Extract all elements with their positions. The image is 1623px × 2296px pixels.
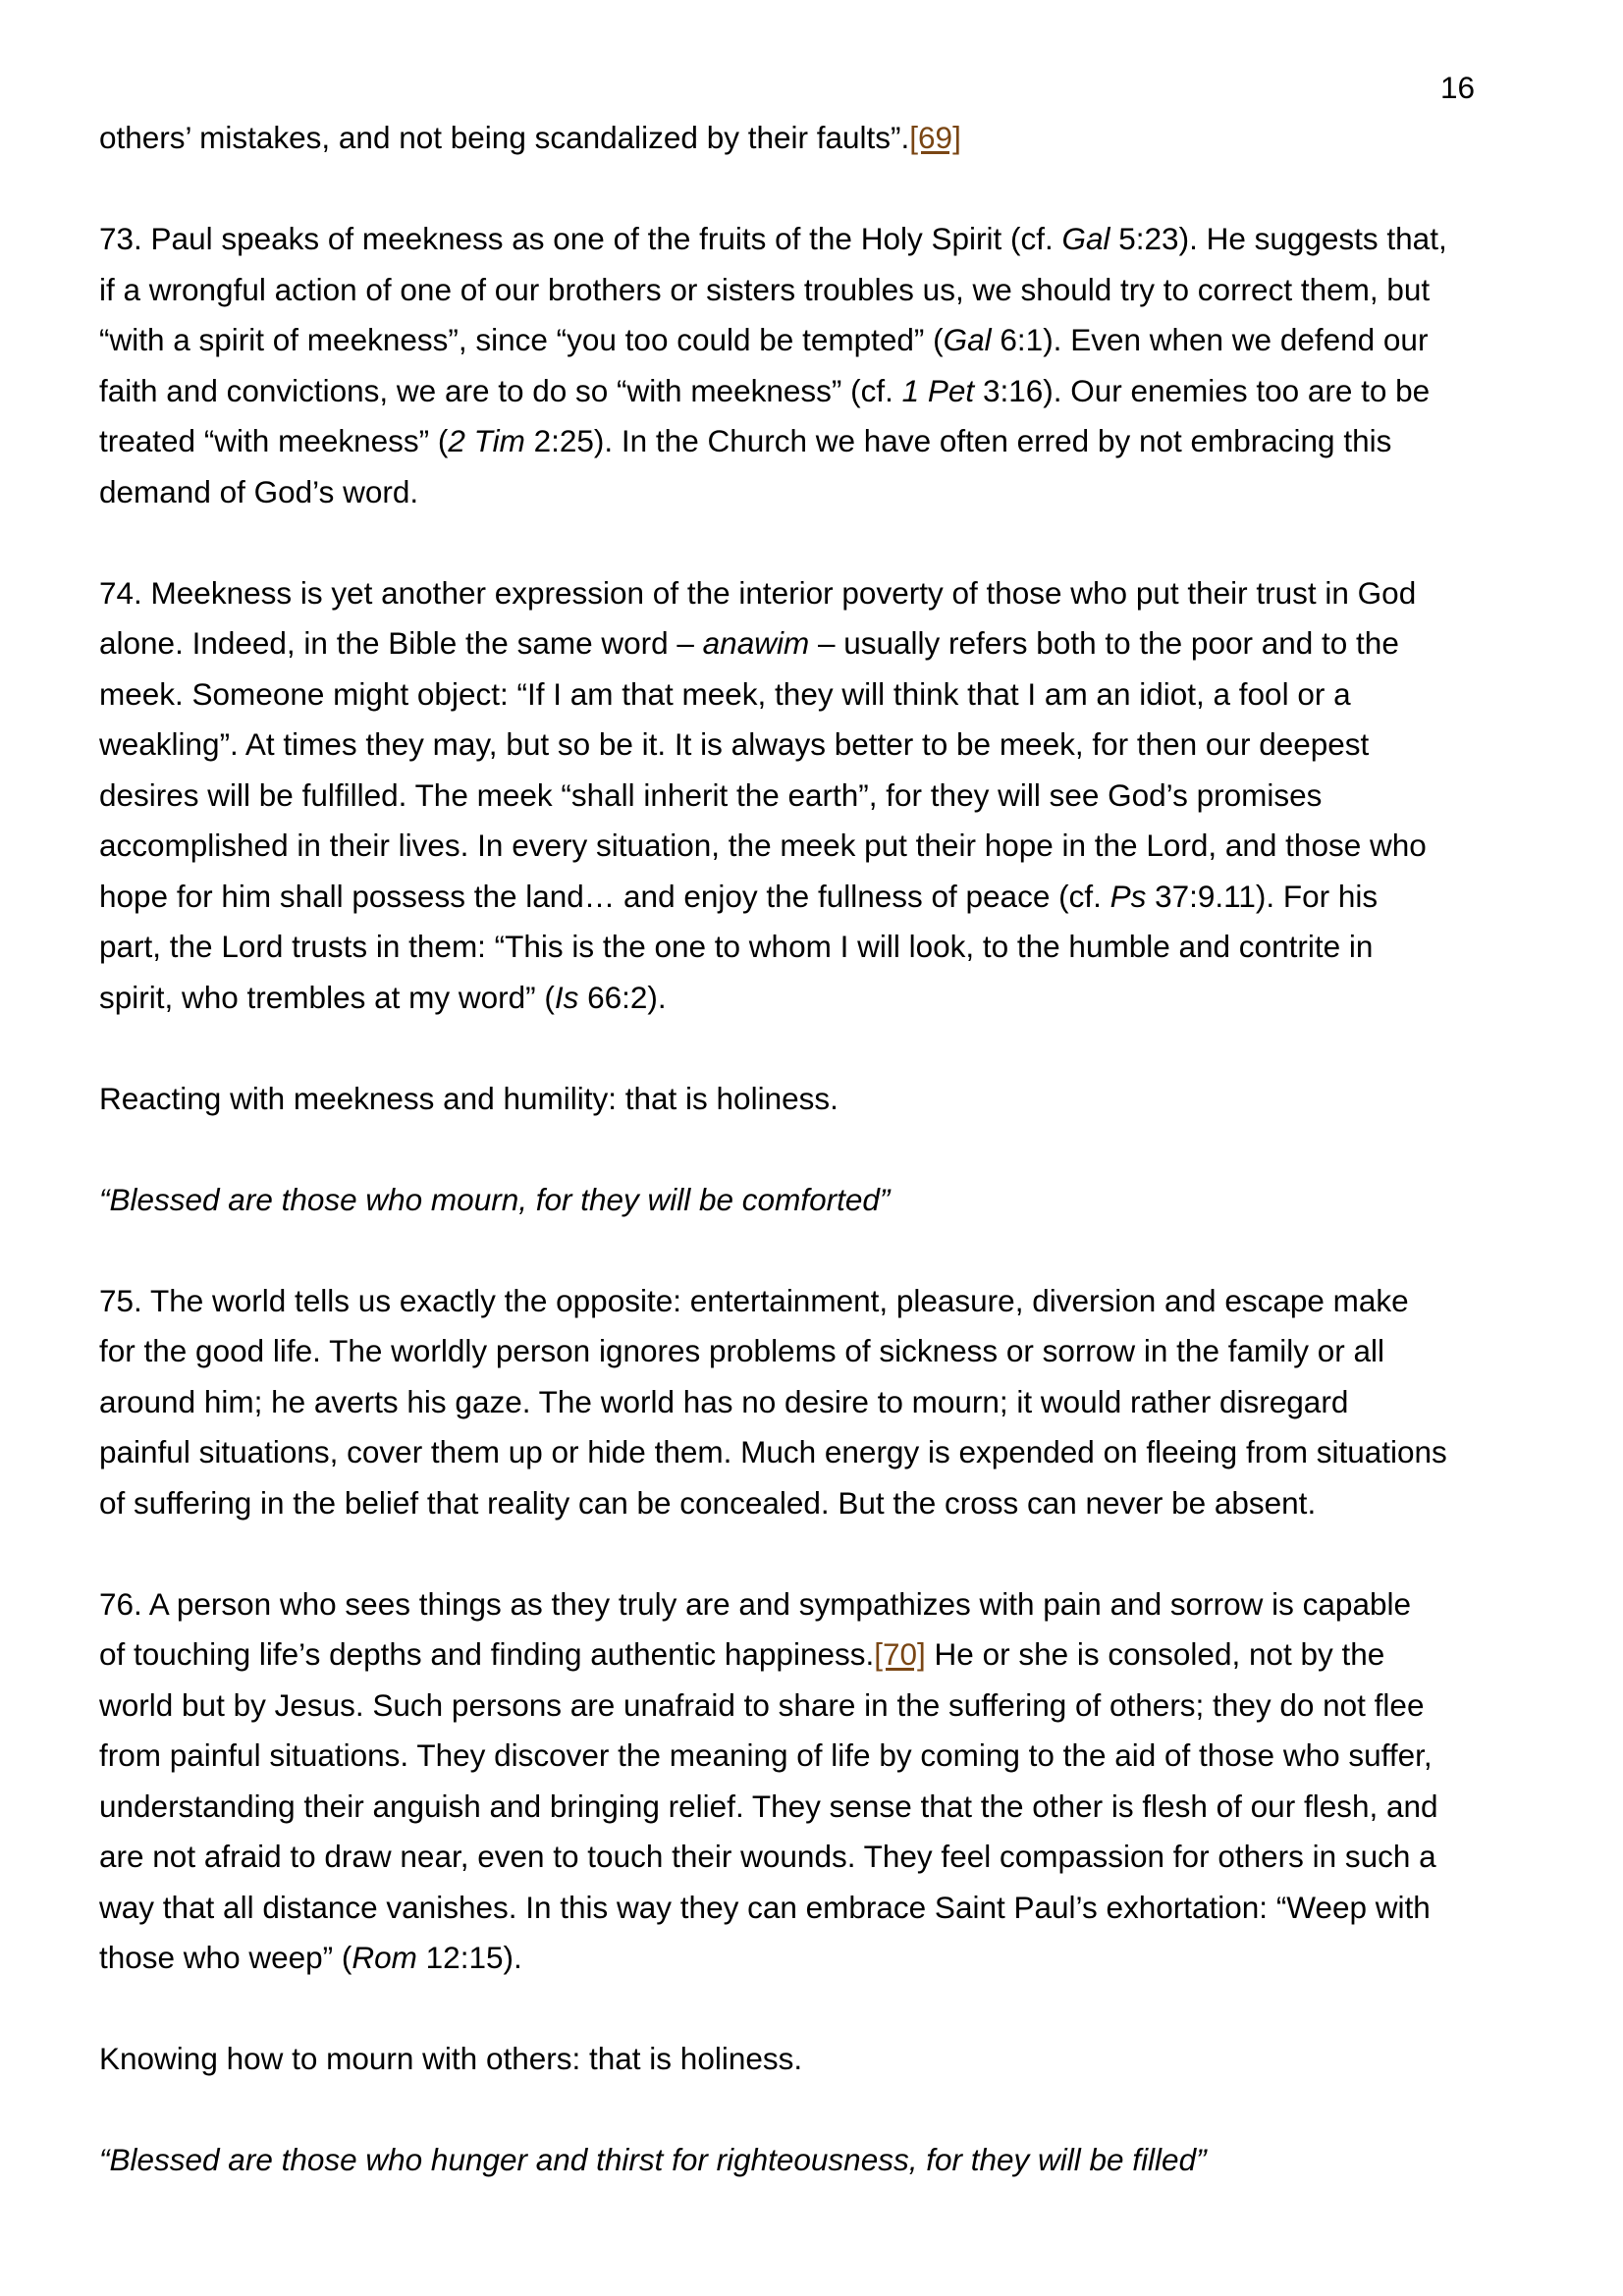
- paragraph-line: of suffering in the belief that reality can be concealed. But the cross can never be absent.: [99, 1484, 1317, 1521]
- paragraph-line: [99, 416, 1542, 467]
- paragraph-line: [99, 214, 1542, 265]
- text: from painful situations. They discover the meaning of life by coming to the aid of those who suffer,: [99, 1737, 1433, 1773]
- paragraph-line: painful situations, cover them up or hide them. Much energy is expended on fleeing from situations: [99, 1434, 1447, 1469]
- text: accomplished in their lives. In every situation, the meek put their hope in the Lord, and those who: [99, 828, 1427, 863]
- paragraph-line: [99, 1782, 1542, 1833]
- summary-meekness: Reacting with meekness and humility: that is holiness.: [99, 1080, 839, 1116]
- text: weakling”. At times they may, but so be it. It is always better to be meek, for then our deepest: [99, 726, 1370, 762]
- paragraph-line: [99, 1933, 1542, 1984]
- text: hope for him shall possess the land… and enjoy the fullness of peace (cf.: [99, 878, 1110, 914]
- text: 12:15).: [416, 1940, 522, 1975]
- paragraph-line: 75. The world tells us exactly the opposite: entertainment, pleasure, diversion and escape make: [99, 1282, 1409, 1318]
- text: of touching life’s depths and finding authentic happiness.: [99, 1636, 875, 1672]
- spacer: [99, 1124, 1542, 1175]
- text: world but by Jesus. Such persons are unafraid to share in the suffering of others; they do not flee: [99, 1686, 1425, 1723]
- paragraph-73: [99, 214, 1542, 517]
- text: 74. Meekness is yet another expression of the interior poverty of those who put their trust in God: [99, 574, 1417, 611]
- paragraph-line: [99, 618, 1542, 669]
- beatitude-heading-hunger: “Blessed are those who hunger and thirst for righteousness, for they will be filled”: [99, 2142, 1207, 2177]
- text: part, the Lord trusts in them: “This is the one to whom I will look, to the humble and contrite in: [99, 929, 1374, 964]
- paragraph-line: [99, 1681, 1542, 1732]
- paragraph-line: [99, 1832, 1542, 1883]
- paragraph-line: [99, 1883, 1542, 1934]
- footnote-link-70[interactable]: [70]: [874, 1636, 926, 1672]
- text: others’ mistakes, and not being scandalized by their faults”.: [99, 120, 910, 155]
- text: 2:25). In the Church we have often erred by not embracing this: [524, 423, 1392, 458]
- paragraph-line: [99, 568, 1542, 619]
- paragraph-line: [99, 922, 1542, 973]
- text: desires will be fulfilled. The meek “shall inherit the earth”, for they will see God’s promises: [99, 776, 1323, 813]
- paragraph-line: [99, 366, 1542, 417]
- text: “with a spirit of meekness”, since “you too could be tempted” (: [99, 322, 944, 357]
- text: if a wrongful action of one of our brothers or sisters troubles us, we should try to correct them, but: [99, 271, 1431, 307]
- paragraph-76: [99, 1579, 1542, 1984]
- text: alone. Indeed, in the Bible the same word –: [99, 625, 703, 661]
- scripture-ref: Is: [554, 979, 579, 1015]
- paragraph-74: [99, 568, 1542, 1024]
- scripture-ref: Ps: [1109, 878, 1147, 914]
- text: 5:23). He suggests that,: [1109, 221, 1447, 256]
- text: are not afraid to draw near, even to touch their wounds. They feel compassion for others in such a: [99, 1839, 1436, 1874]
- paragraph-line: [99, 821, 1542, 872]
- paragraph-line: [99, 1629, 1542, 1681]
- spacer: [99, 1528, 1542, 1579]
- paragraph-line: [99, 1731, 1542, 1782]
- hebrew-term: anawim: [702, 625, 810, 661]
- spacer: [99, 517, 1542, 568]
- scripture-ref: 1 Pet: [901, 372, 975, 408]
- paragraph-line: [99, 467, 1542, 518]
- text: 76. A person who sees things as they truly are and sympathizes with pain and sorrow is capable: [99, 1585, 1411, 1622]
- text: 37:9.11). For his: [1146, 878, 1379, 914]
- page-number: 16: [1439, 70, 1475, 105]
- paragraph-line: [99, 669, 1542, 721]
- beatitude-heading-mourn: “Blessed are those who mourn, for they will be comforted”: [99, 1181, 891, 1217]
- continuation-line: [99, 113, 1542, 164]
- text: – usually refers both to the poor and to the: [809, 625, 1399, 661]
- text: 73. Paul speaks of meekness as one of the fruits of the Holy Spirit (cf.: [99, 221, 1062, 256]
- text: meek. Someone might object: “If I am that meek, they will think that I am an idiot, a fool or a: [99, 675, 1351, 712]
- spacer: [99, 1225, 1542, 1276]
- text: those who weep” (: [99, 1940, 352, 1975]
- text: faith and convictions, we are to do so “with meekness” (cf.: [99, 372, 902, 408]
- document-body: [99, 113, 1542, 2186]
- scripture-ref: Gal: [1061, 221, 1110, 256]
- text: way that all distance vanishes. In this way they can embrace Saint Paul’s exhortation: “Weep with: [99, 1889, 1431, 1925]
- paragraph-line: [99, 872, 1542, 923]
- paragraph-line: [99, 720, 1542, 771]
- scripture-ref: 2 Tim: [448, 423, 525, 458]
- spacer: [99, 2085, 1542, 2136]
- text: 6:1). Even when we defend our: [991, 322, 1429, 357]
- paragraph-line: [99, 771, 1542, 822]
- footnote-link-69[interactable]: [69]: [909, 120, 961, 155]
- paragraph-line: around him; he averts his gaze. The world has no desire to mourn; it would rather disregard: [99, 1383, 1349, 1419]
- text: He or she is consoled, not by the: [925, 1636, 1385, 1672]
- summary-mourn: Knowing how to mourn with others: that is holiness.: [99, 2041, 803, 2076]
- paragraph-line: [99, 265, 1542, 316]
- paragraph-line: for the good life. The worldly person ignores problems of sickness or sorrow in the family or all: [99, 1333, 1385, 1368]
- text: understanding their anguish and bringing relief. They sense that the other is flesh of our flesh, and: [99, 1788, 1438, 1824]
- text: treated “with meekness” (: [99, 423, 449, 458]
- paragraph-line: [99, 973, 1542, 1024]
- scripture-ref: Rom: [352, 1940, 417, 1975]
- text: demand of God’s word.: [99, 473, 419, 509]
- spacer: [99, 164, 1542, 215]
- spacer: [99, 1984, 1542, 2035]
- paragraph-line: [99, 315, 1542, 366]
- spacer: [99, 1023, 1542, 1074]
- text: 3:16). Our enemies too are to be: [974, 372, 1431, 408]
- paragraph-line: [99, 1579, 1542, 1630]
- text: spirit, who trembles at my word” (: [99, 979, 555, 1015]
- text: 66:2).: [578, 979, 667, 1015]
- paragraph-75: [99, 1276, 1542, 1529]
- scripture-ref: Gal: [943, 322, 992, 357]
